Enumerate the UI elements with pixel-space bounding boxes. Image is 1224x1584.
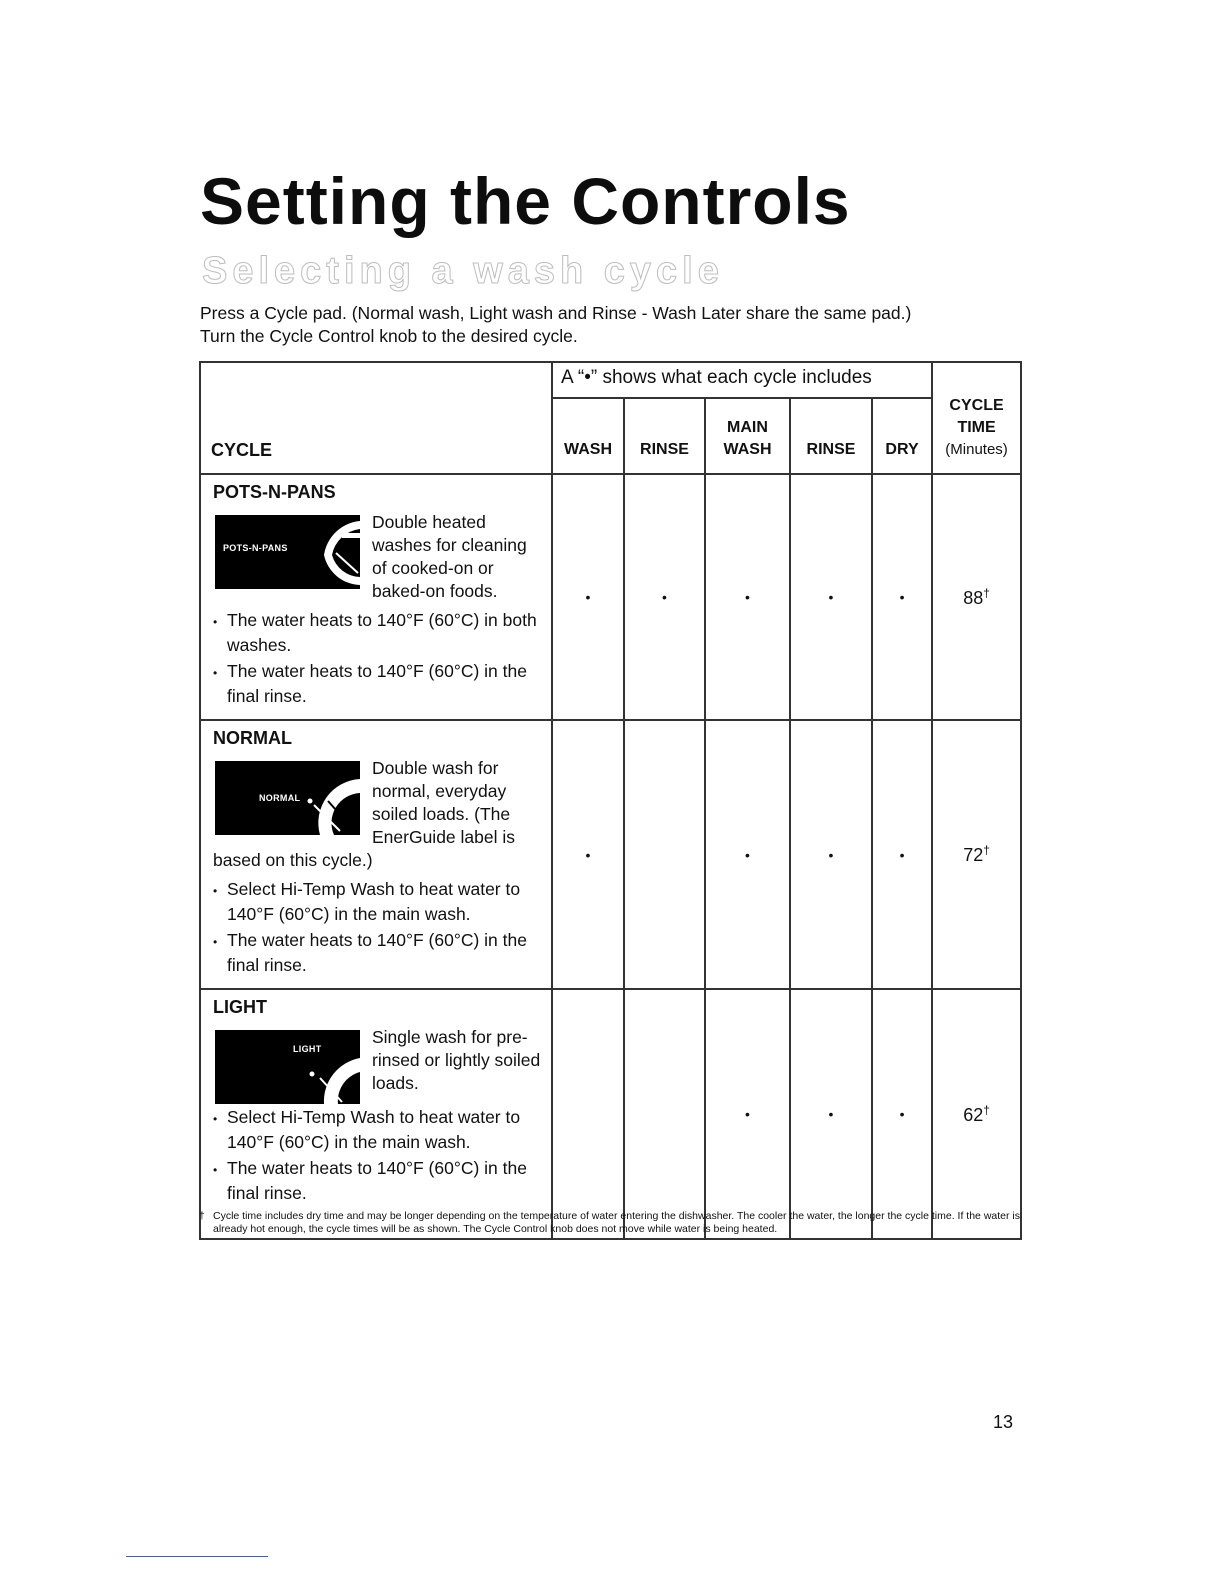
intro-line: Press a Cycle pad. (Normal wash, Light wash and Rinse - Wash Later share the same pad.)	[200, 303, 912, 323]
mark-main-wash: •	[705, 989, 790, 1239]
list-item: • The water heats to 140°F (60°C) in the final rinse.	[213, 1158, 527, 1203]
mark-main-wash: •	[705, 720, 790, 989]
header-row-top	[200, 362, 1021, 398]
mark-dry: •	[872, 989, 932, 1239]
column-header-main-wash: MAIN WASH	[705, 398, 790, 474]
list-item: • The water heats to 140°F (60°C) in the final rinse.	[213, 661, 527, 706]
knob-icon	[300, 1030, 360, 1104]
footnote-mark: †	[199, 1210, 205, 1222]
cycle-table	[199, 361, 1022, 1240]
column-header-dry: DRY	[872, 398, 932, 474]
cycle-description: Double heated washes for cleaning of cooked-on or baked-on foods.	[372, 512, 527, 601]
list-item: • The water heats to 140°F (60°C) in the final rinse.	[213, 930, 527, 975]
panel-label: POTS-N-PANS	[223, 543, 288, 553]
mark-dry: •	[872, 474, 932, 720]
page-number: 13	[993, 1412, 1014, 1432]
cycle-time: 72†	[932, 720, 1021, 989]
panel-label: LIGHT	[293, 1044, 322, 1054]
panel-label: NORMAL	[259, 793, 301, 803]
intro-line: Turn the Cycle Control knob to the desired cycle.	[200, 326, 578, 346]
cycle-description-cell	[200, 989, 552, 1239]
mark-final-rinse: •	[790, 989, 872, 1239]
knob-icon	[300, 761, 360, 835]
cycle-time-header-line3: (Minutes)	[945, 441, 1008, 458]
cycle-name: POTS-N-PANS	[213, 482, 336, 502]
page-title: Setting the Controls	[200, 164, 851, 238]
cycle-header: CYCLE	[200, 362, 552, 474]
cycle-name: NORMAL	[213, 728, 292, 748]
cycle-notes	[213, 609, 545, 708]
column-header-wash: WASH	[552, 398, 624, 474]
control-panel-image	[215, 761, 360, 835]
cycle-description-cell	[200, 720, 552, 989]
mark-wash	[552, 989, 624, 1239]
mark-final-rinse: •	[790, 720, 872, 989]
mark-rinse	[624, 720, 705, 989]
cycle-time-header-line1: CYCLE	[949, 397, 1004, 414]
includes-header: A “•” shows what each cycle includes	[552, 362, 932, 398]
control-panel-image	[215, 1030, 360, 1104]
mark-main-wash: •	[705, 474, 790, 720]
list-item: • The water heats to 140°F (60°C) in both washes.	[213, 610, 537, 655]
table-row	[200, 720, 1021, 989]
cycle-name: LIGHT	[213, 997, 267, 1017]
column-header-rinse: RINSE	[624, 398, 705, 474]
knob-icon	[300, 515, 360, 589]
list-item: • Select Hi-Temp Wash to heat water to 140°F (60°C) in the main wash.	[213, 879, 521, 924]
footnote-text: Cycle time includes dry time and may be longer depending on the temperature of water entering the dishwasher. The cooler the water, the longer the cycle time. If the water is already hot enough, the cycle times will be as shown. The Cycle Control knob does not move while water is being heated.	[213, 1210, 1020, 1235]
cycle-description-cell	[200, 474, 552, 720]
bottom-divider	[126, 1556, 268, 1557]
section-subtitle: Selecting a wash cycle	[202, 250, 724, 292]
mark-wash: •	[552, 720, 624, 989]
cycle-time: 62†	[932, 989, 1021, 1239]
footnote	[199, 1210, 1021, 1236]
cycle-notes	[213, 1106, 545, 1205]
mark-rinse	[624, 989, 705, 1239]
mark-wash: •	[552, 474, 624, 720]
mark-final-rinse: •	[790, 474, 872, 720]
cycle-time-header-line2: TIME	[957, 419, 996, 436]
mark-rinse: •	[624, 474, 705, 720]
table-row	[200, 989, 1021, 1239]
cycle-description: Double wash for normal, everyday soiled loads. (The EnerGuide label is based on this cycle.)	[213, 758, 515, 870]
column-header-final-rinse: RINSE	[790, 398, 872, 474]
intro-text	[200, 302, 911, 348]
control-panel-image	[215, 515, 360, 589]
cycle-notes	[213, 878, 545, 977]
cycle-time: 88†	[932, 474, 1021, 720]
list-item: • Select Hi-Temp Wash to heat water to 140°F (60°C) in the main wash.	[213, 1107, 521, 1152]
cycle-time-header	[932, 362, 1021, 474]
cycle-description: Single wash for pre-rinsed or lightly soiled loads.	[372, 1027, 541, 1093]
table-row	[200, 474, 1021, 720]
mark-dry: •	[872, 720, 932, 989]
